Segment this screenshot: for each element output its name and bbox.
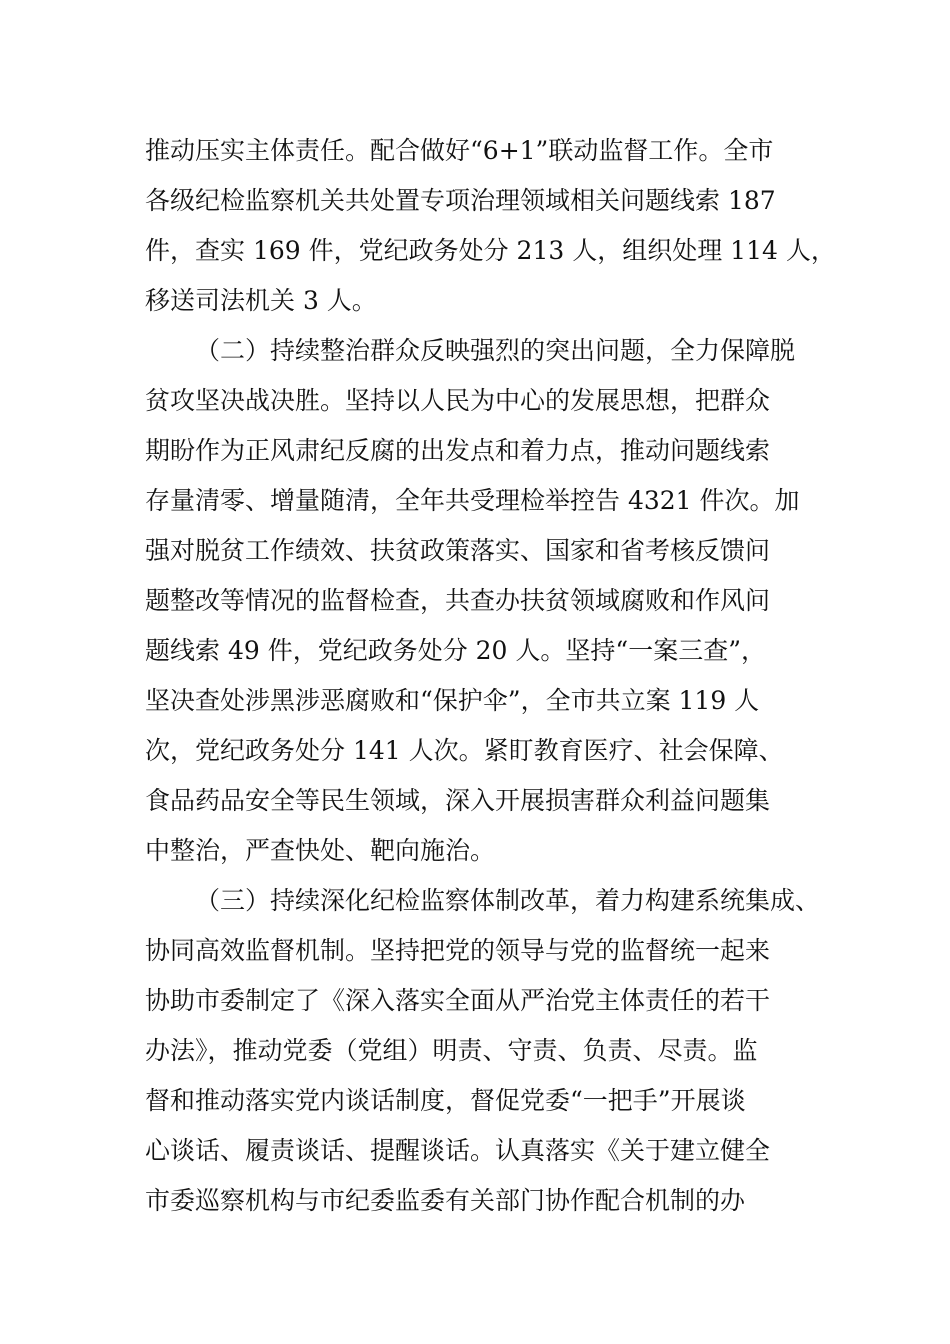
text-line: 题线索 49 件，党纪政务处分 20 人。坚持“一案三查”， — [145, 636, 766, 665]
text-line: 各级纪检监察机关共处置专项治理领域相关问题线索 187 — [145, 186, 776, 215]
text-line: 协助市委制定了《深入落实全面从严治党主体责任的若干 — [145, 986, 771, 1015]
text-line: 次，党纪政务处分 141 人次。紧盯教育医疗、社会保障、 — [145, 736, 784, 765]
text-line: 移送司法机关 3 人。 — [145, 286, 377, 315]
text-line: 市委巡察机构与市纪委监委有关部门协作配合机制的办 — [145, 1186, 746, 1215]
text-line: 坚决查处涉黑涉恶腐败和“保护伞”，全市共立案 119 人 — [145, 686, 760, 715]
body-text — [145, 126, 835, 1226]
text-line: 存量清零、增量随清，全年共受理检举控告 4321 件次。加 — [145, 486, 800, 515]
text-line: 心谈话、履责谈话、提醒谈话。认真落实《关于建立健全 — [145, 1136, 771, 1165]
paragraph-heading-3: （三）持续深化纪检监察体制改革，着力构建系统集成、 — [195, 886, 821, 915]
text-line: 期盼作为正风肃纪反腐的出发点和着力点，推动问题线索 — [145, 436, 771, 465]
text-line: 推动压实主体责任。配合做好“6+1”联动监督工作。全市 — [145, 136, 774, 165]
text-line: 督和推动落实党内谈话制度，督促党委“一把手”开展谈 — [145, 1086, 746, 1115]
text-line: 食品药品安全等民生领域，深入开展损害群众利益问题集 — [145, 786, 771, 815]
text-line: 题整改等情况的监督检查，共查办扶贫领域腐败和作风问 — [145, 586, 771, 615]
text-line: 协同高效监督机制。坚持把党的领导与党的监督统一起来 — [145, 936, 771, 965]
text-line: 中整治，严查快处、靶向施治。 — [145, 836, 496, 865]
paragraph-heading-2: （二）持续整治群众反映强烈的突出问题，全力保障脱 — [195, 336, 796, 365]
text-line: 件，查实 169 件，党纪政务处分 213 人，组织处理 114 人， — [145, 236, 836, 265]
text-line: 贫攻坚决战决胜。坚持以人民为中心的发展思想，把群众 — [145, 386, 771, 415]
text-line: 办法》，推动党委（党组）明责、守责、负责、尽责。监 — [145, 1036, 758, 1065]
text-line: 强对脱贫工作绩效、扶贫政策落实、国家和省考核反馈问 — [145, 536, 771, 565]
